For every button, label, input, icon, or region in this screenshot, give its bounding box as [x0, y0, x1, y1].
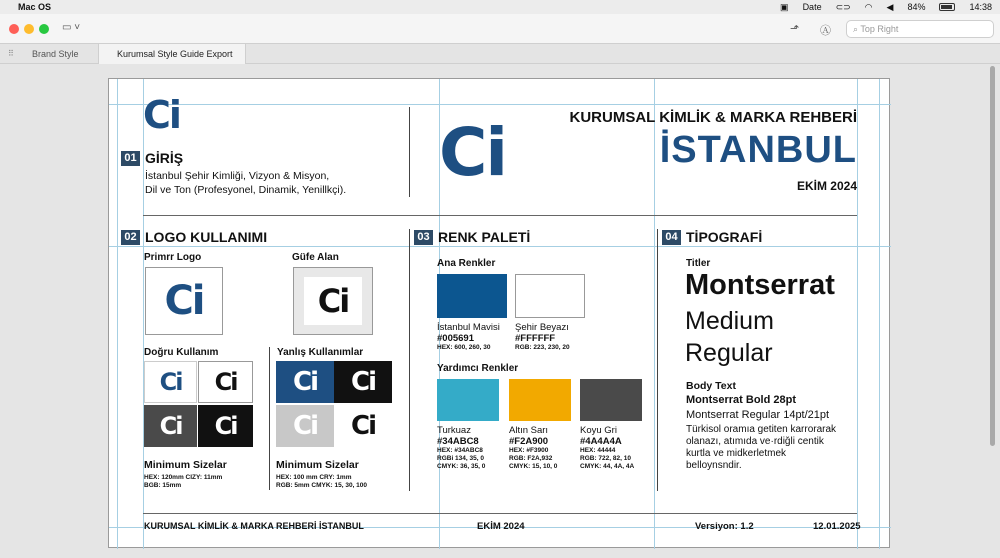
- header-logo: Ci: [439, 114, 507, 191]
- main-colors-label: Ana Renkler: [437, 258, 496, 269]
- footer-title: KURUMSAL KİMLİK & MARKA REHBERİ İSTANBUL: [144, 521, 364, 531]
- guide-line: [879, 79, 880, 549]
- tab-style-guide-export[interactable]: Kurumsal Style Guide Export: [98, 44, 246, 64]
- color-info: [437, 322, 500, 352]
- footer-version: Versiyon: 1.2: [695, 521, 754, 532]
- color-hex: #4A4A4A: [580, 436, 622, 447]
- section-title-logo: LOGO KULLANIMI: [145, 229, 268, 245]
- brand-guide-page: [108, 78, 890, 548]
- divider: [657, 229, 658, 491]
- color-hex: #FFFFFF: [515, 333, 556, 344]
- font-sample-medium: Medium: [685, 307, 774, 335]
- menu-bar: [0, 0, 1000, 14]
- os-name[interactable]: Mac OS: [18, 2, 52, 12]
- wrong-usage-grid: Ci Ci Ci Ci: [276, 361, 394, 449]
- section-number: 02: [121, 230, 140, 245]
- font-sample-regular: Regular: [685, 339, 773, 367]
- close-window-button[interactable]: [9, 24, 19, 34]
- secondary-colors-label: Yardımcı Renkler: [437, 363, 519, 374]
- control-center-icon[interactable]: ▣: [780, 1, 789, 12]
- guide-title: KURUMSAL KİMLİK & MARKA REHBERİ: [569, 109, 857, 126]
- tab-bar: [0, 44, 1000, 64]
- color-detail: CMYK: 15, 10, 0: [509, 463, 558, 470]
- color-detail: HEX: 600, 260, 30: [437, 344, 491, 351]
- color-detail: HEX: #34ABC8: [437, 447, 483, 454]
- correct-usage-grid: Ci Ci Ci Ci: [144, 361, 254, 449]
- city-title: İSTANBUL: [659, 129, 857, 171]
- color-info: [437, 425, 485, 471]
- wifi-icon[interactable]: ◠: [864, 1, 873, 12]
- font-sample-bold: Montserrat: [685, 269, 835, 301]
- color-name: İstanbul Mavisi: [437, 322, 500, 333]
- color-swatch-istanbul-blue: [437, 274, 507, 318]
- footer-date: EKİM 2024: [477, 521, 525, 532]
- divider: [143, 215, 857, 216]
- divider: [409, 229, 410, 491]
- min-sizes-label: Minimum Sizelar: [144, 459, 227, 471]
- color-info: [580, 425, 634, 471]
- divider: [143, 513, 857, 514]
- search-icon: ⌕: [853, 24, 861, 34]
- color-detail: CMYK: 36, 35, 0: [437, 463, 486, 470]
- body-bold-sample: Montserrat Bold 28pt: [686, 394, 797, 406]
- divider: [269, 347, 270, 490]
- color-detail: RGB: 223, 230, 20: [515, 344, 570, 351]
- color-detail: RGB: 722, 82, 10: [580, 455, 631, 462]
- zoom-window-button[interactable]: [39, 24, 49, 34]
- wrong-usage-label: Yanlış Kullanımlar: [277, 347, 364, 358]
- guide-line: [857, 79, 858, 549]
- color-name: Koyu Gri: [580, 425, 617, 436]
- color-hex: #34ABC8: [437, 436, 479, 447]
- minimize-window-button[interactable]: [24, 24, 34, 34]
- section-number: 04: [662, 230, 681, 245]
- color-hex: #005691: [437, 333, 474, 344]
- color-detail: HEX: #F3900: [509, 447, 549, 454]
- color-name: Şehir Beyazı: [515, 322, 569, 333]
- header-date: EKİM 2024: [796, 179, 857, 193]
- window-toolbar: [0, 14, 1000, 44]
- color-swatch-dark-gray: [580, 379, 642, 421]
- color-detail: RGBi 134, 35, 0: [437, 455, 484, 462]
- section-title-intro: GİRİŞ: [145, 150, 184, 166]
- sidebar-toggle-icon[interactable]: ▭ ˅: [62, 22, 81, 33]
- share-icon[interactable]: ⬏: [790, 23, 800, 35]
- toggle-icon[interactable]: ⊂⊃: [835, 1, 851, 12]
- primary-logo-label: Primrr Logo: [144, 252, 202, 263]
- color-detail: HEX: 44444: [580, 447, 616, 454]
- color-detail: RGB: F2A,932: [509, 455, 553, 462]
- guide-line: [109, 246, 891, 247]
- menubar-time[interactable]: 14:38: [969, 2, 992, 12]
- battery-icon[interactable]: [939, 3, 955, 11]
- color-info: [509, 425, 557, 471]
- min-sizes-label: Minimum Sizelar: [276, 459, 359, 471]
- body-text-label: Body Text: [686, 380, 736, 392]
- tab-brand-style[interactable]: ⠿ Brand Style: [8, 49, 79, 59]
- menubar-date[interactable]: Date: [802, 2, 822, 12]
- titles-label: Titler: [686, 258, 711, 269]
- color-name: Altın Sarı: [509, 425, 549, 436]
- color-swatch-city-white: [515, 274, 585, 318]
- section-title-palette: RENK PALETİ: [438, 229, 531, 245]
- markup-icon[interactable]: Ⓐ: [820, 25, 831, 37]
- color-swatch-turquoise: [437, 379, 499, 421]
- primary-logo-box: Ci: [145, 267, 223, 335]
- guide-line: [117, 79, 118, 549]
- body-paragraph: Türkisol oramıa getiten karrorarak olanazı, atımıda ve·rdiğli centik kurtla ve midkerletmek belloynsndir.: [686, 424, 837, 471]
- clear-space-box: Ci: [293, 267, 373, 335]
- section-number: 01: [121, 151, 140, 166]
- vertical-scrollbar[interactable]: [990, 66, 995, 446]
- footer-release-date: 12.01.2025: [813, 521, 861, 532]
- min-sizes-right: HEX: 100 mm CRY: 1mm RGB: 5mm CMYK: 15, 30, 100: [276, 474, 368, 489]
- tab-grid-icon: ⠿: [8, 49, 14, 58]
- battery-percent[interactable]: 84%: [907, 2, 926, 12]
- color-hex: #F2A900: [509, 436, 549, 447]
- brand-logo: Ci: [143, 93, 180, 137]
- clear-space-label: Güfe Alan: [292, 252, 339, 263]
- divider: [409, 107, 410, 197]
- color-swatch-golden-yellow: [509, 379, 571, 421]
- volume-icon[interactable]: ◀: [886, 1, 894, 12]
- body-regular-sample: Montserrat Regular 14pt/21pt: [686, 409, 830, 421]
- section-number: 03: [414, 230, 433, 245]
- search-input[interactable]: ⌕ Top Right: [846, 20, 994, 38]
- guide-line: [109, 104, 891, 105]
- color-name: Turkuaz: [437, 425, 471, 436]
- min-sizes-left: HEX: 120mm CIZY: 11mm BGB: 15mm: [144, 474, 223, 489]
- color-detail: CMYK: 44, 4A, 4A: [580, 463, 635, 470]
- color-info: [515, 322, 570, 352]
- correct-usage-label: Doğru Kullanım: [144, 347, 219, 358]
- intro-text: İstanbul Şehir Kimliği, Vizyon & Misyon, Dil ve Ton (Profesyonel, Dinamik, Yenillkçi).: [145, 170, 347, 196]
- section-title-typography: TİPOGRAFİ: [686, 229, 763, 245]
